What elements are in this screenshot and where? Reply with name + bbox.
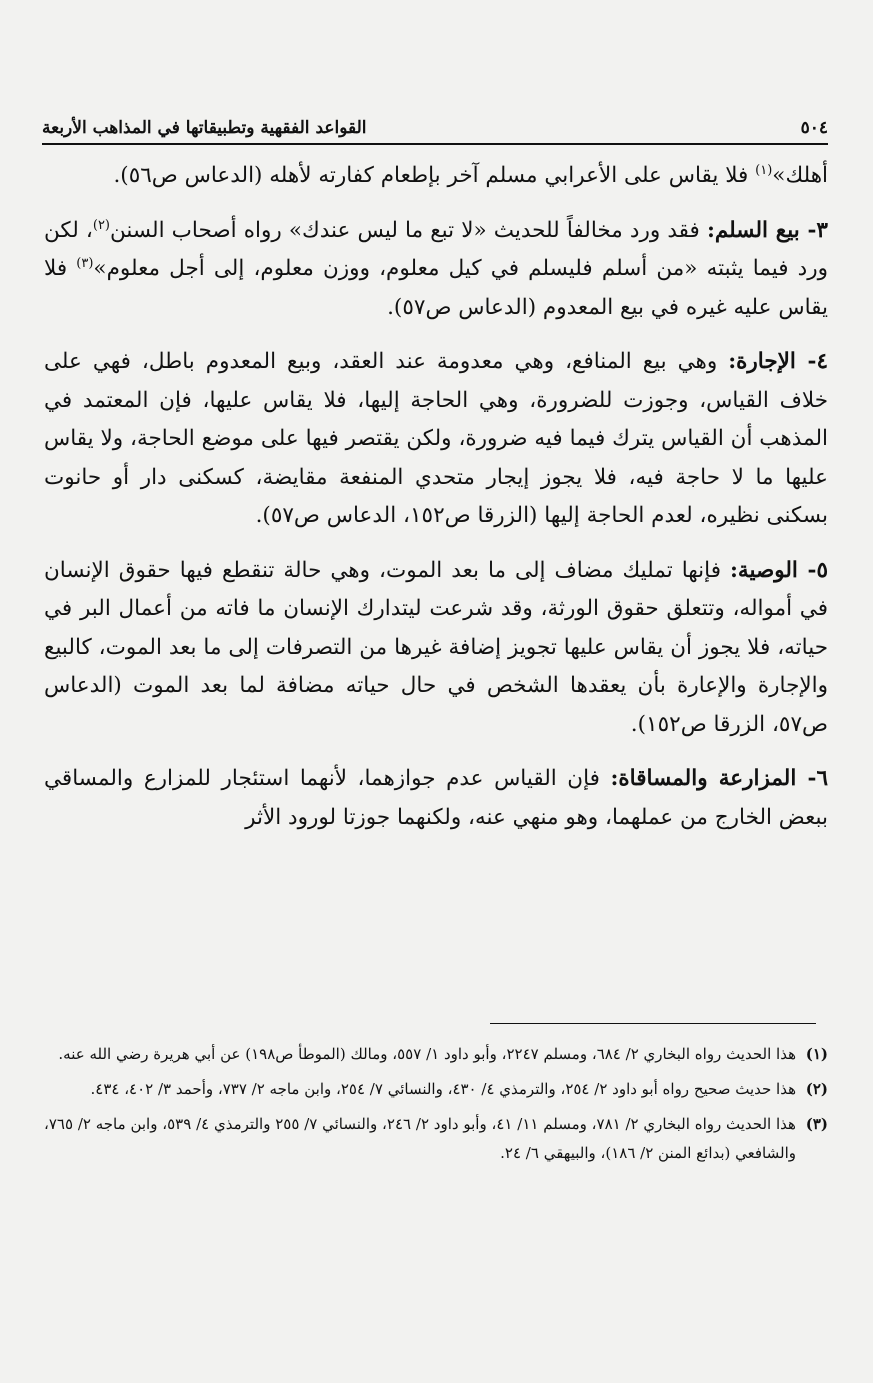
paragraph-text: أهلك»	[772, 163, 828, 188]
footnote-number: (٣)	[805, 1115, 828, 1133]
footnote-text: هذا الحديث رواه البخاري ٢/ ٧٨١، ومسلم ١١/ ٤١، وأبو داود ٢/ ٢٤٦، والنسائي ٧/ ٢٥٥ والترمذي ٤/ ٥٣٩، وابن ماجه ٢/ ٧٦٥، والشافعي (بدائع المنن ٢/ ١٨٦)، والبيهقي ٦/ ٢٤.	[44, 1115, 796, 1162]
paragraph-text: فإن القياس عدم جوازهما، لأنهما استئجار للمزارع والمساقي ببعض الخارج من عملهما، وهو منهي عنه، ولكنهما جوزتا لورود الأثر	[44, 766, 828, 830]
footnote-divider	[490, 1023, 816, 1024]
footnotes	[44, 1040, 828, 1174]
paragraph-continuation	[44, 157, 828, 196]
paragraph-heading: ٣- بيع السلم:	[706, 217, 828, 243]
footnote-ref: (٣)	[76, 255, 94, 271]
footnote-number: (١)	[805, 1045, 828, 1063]
footnote-item	[44, 1040, 828, 1069]
paragraph-text: فلا يقاس عليه غيره في بيع المعدوم (الدعاس ص٥٧).	[44, 256, 828, 320]
footnote-item	[44, 1110, 828, 1168]
paragraph-text: ، لكن ورد فيما يثبته «من أسلم فليسلم في كيل معلوم، ووزن معلوم، إلى أجل معلوم»	[44, 217, 828, 281]
footnote-ref: (٢)	[92, 217, 110, 233]
paragraph-text: فلا يقاس على الأعرابي مسلم آخر بإطعام كفارته لأهله (الدعاس ص٥٦).	[113, 163, 756, 188]
running-title: القواعد الفقهية وتطبيقاتها في المذاهب الأربعة	[42, 118, 367, 138]
footnote-item	[44, 1075, 828, 1104]
paragraph-text: فقد ورد مخالفاً للحديث «لا تبع ما ليس عندك» رواه أصحاب السنن	[110, 217, 707, 243]
paragraph-text: فإنها تمليك مضاف إلى ما بعد الموت، وهي حالة تنقطع فيها حقوق الإنسان في أمواله، وتتعلق حقوق الورثة، وقد شرعت ليتدارك الإنسان ما فاته من أعمال البر في حياته، فلا يجوز أن يقاس عليها تجويز إضافة غيرها من التصرفات إلى ما بعد الموت، كالبيع والإجارة والإعارة بأن يعقدها الشخص في حال حياته مضافة لما بعد الموت (الدعاس ص٥٧، الزرقا ص١٥٢).	[44, 557, 828, 737]
running-header	[42, 104, 828, 138]
paragraph-salam-sale	[44, 212, 828, 328]
footnote-text: هذا الحديث رواه البخاري ٢/ ٦٨٤، ومسلم ٢٢٤٧، وأبو داود ١/ ٥٥٧، ومالك (الموطأ ص١٩٨) عن أبي هريرة رضي الله عنه.	[58, 1045, 796, 1063]
footnote-text: هذا حديث صحيح رواه أبو داود ٢/ ٢٥٤، والترمذي ٤/ ٤٣٠، والنسائي ٧/ ٢٥٤، وابن ماجه ٢/ ٧٣٧، وأحمد ٣/ ٤٠٢، ٤٣٤.	[90, 1080, 796, 1098]
paragraph-wasiyya	[44, 552, 828, 745]
footnote-ref: (١)	[755, 162, 773, 178]
paragraph-heading: ٦- المزارعة والمساقاة:	[610, 766, 828, 791]
footnote-number: (٢)	[805, 1080, 828, 1098]
paragraph-text: وهي بيع المنافع، وهي معدومة عند العقد، وبيع المعدوم باطل، فهي على خلاف القياس، وجوزت للضرورة، وهي الحاجة إليها، فلا يقاس عليها، فإن المعتمد في المذهب أن القياس يترك فيما فيه ضرورة، ولكن يقتصر فيها على موضع الحاجة، ولا يقاس عليها ما لا حاجة فيه، فلا يجوز إيجار متحدي المنفعة مقايضة، كسكنى دار أو حانوت بسكنى نظيره، لعدم الحاجة إليها (الزرقا ص١٥٢، الدعاس ص٥٧).	[44, 349, 828, 528]
paragraph-heading: ٤- الإجارة:	[728, 349, 828, 374]
main-text	[44, 157, 828, 853]
paragraph-heading: ٥- الوصية:	[730, 557, 828, 583]
header-divider	[42, 143, 828, 145]
paragraph-muzaraa	[44, 760, 828, 837]
paragraph-ijara	[44, 343, 828, 536]
page-number: ٥٠٤	[800, 118, 828, 138]
